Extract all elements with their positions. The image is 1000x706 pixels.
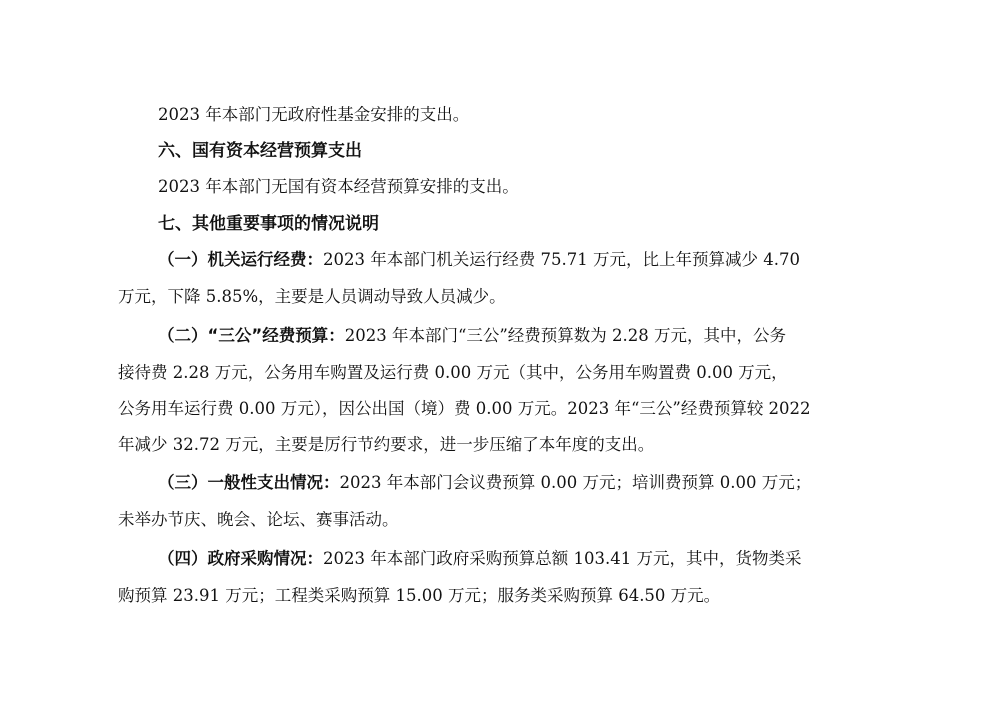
item-3-lead: （三）一般性支出情况： [158, 473, 340, 492]
item-4-lead: （四）政府采购情况： [158, 549, 323, 568]
item-2-text-2: 接待费 2.28 万元，公务用车购置及运行费 0.00 万元（其中，公务用车购置费 0.00 万元， [118, 363, 788, 382]
paragraph-fund-budget [0, 97, 1000, 133]
item-4-text-2: 购预算 23.91 万元；工程类采购预算 15.00 万元；服务类采购预算 64.50 万元。 [118, 586, 721, 605]
item-2-line-3 [0, 391, 1000, 427]
section-heading-6 [0, 133, 1000, 169]
item-3-text-2: 未举办节庆、晚会、论坛、赛事活动。 [118, 510, 399, 529]
item-2-text-3: 公务用车运行费 0.00 万元），因公出国（境）费 0.00 万元。2023 年“三公”经费预算较 2022 [118, 399, 811, 418]
section-heading-6-text: 六、国有资本经营预算支出 [158, 141, 362, 161]
item-1-line-2 [0, 279, 1000, 315]
section-heading-7 [0, 206, 1000, 242]
item-3-line-2 [0, 502, 1000, 538]
item-1-line-1 [0, 242, 1000, 278]
item-2-lead: （二）“三公”经费预算： [158, 326, 345, 345]
item-1-text-1: 2023 年本部门机关运行经费 75.71 万元，比上年预算减少 4.70 [323, 250, 800, 269]
section-heading-7-text: 七、其他重要事项的情况说明 [158, 214, 379, 234]
item-2-line-2 [0, 355, 1000, 391]
item-2-text-4: 年减少 32.72 万元，主要是厉行节约要求，进一步压缩了本年度的支出。 [118, 435, 655, 454]
paragraph-state-capital [0, 169, 1000, 205]
item-3-text-1: 2023 年本部门会议费预算 0.00 万元；培训费预算 0.00 万元； [339, 473, 812, 492]
fund-budget-text: 2023 年本部门无政府性基金安排的支出。 [158, 105, 470, 124]
item-4-line-2 [0, 578, 1000, 614]
item-1-text-2: 万元，下降 5.85%，主要是人员调动导致人员减少。 [118, 287, 506, 306]
item-2-line-1 [0, 318, 1000, 354]
item-2-line-4 [0, 427, 1000, 463]
item-2-text-1: 2023 年本部门“三公”经费预算数为 2.28 万元，其中，公务 [344, 326, 787, 345]
item-4-line-1 [0, 541, 1000, 577]
state-capital-text: 2023 年本部门无国有资本经营预算安排的支出。 [158, 177, 519, 196]
item-4-text-1: 2023 年本部门政府采购预算总额 103.41 万元，其中，货物类采 [323, 549, 802, 568]
item-1-lead: （一）机关运行经费： [158, 250, 323, 269]
item-3-line-1 [0, 465, 1000, 501]
